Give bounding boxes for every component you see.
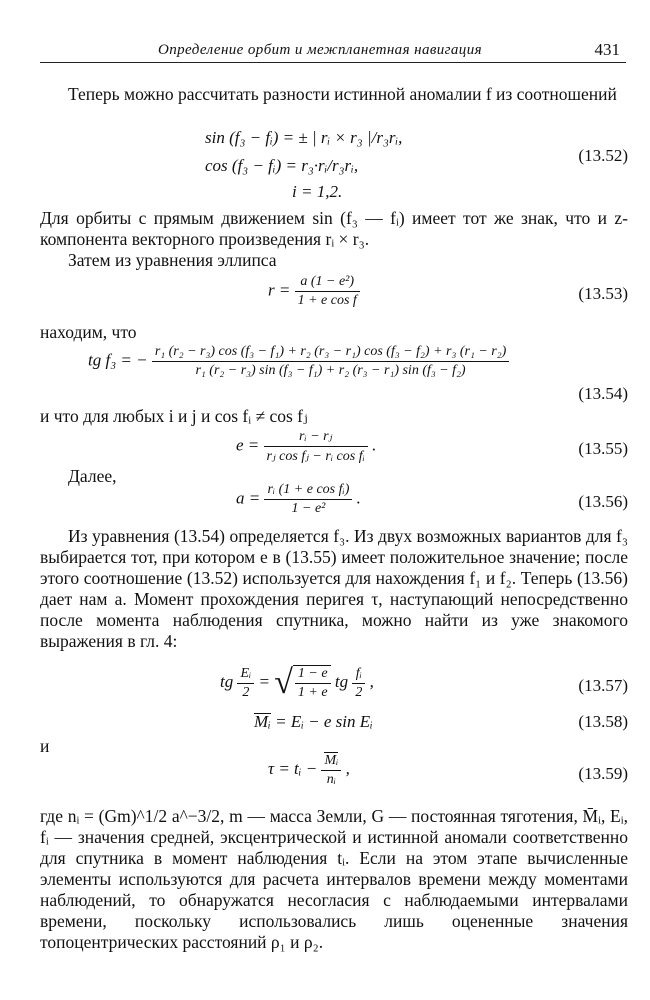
eq57-tg-left: tg <box>220 671 234 691</box>
equation-number-13-58: (13.58) <box>578 712 628 731</box>
equation-number-13-52: (13.52) <box>578 146 628 165</box>
page-number: 431 <box>594 40 620 59</box>
eq55-fraction <box>264 428 368 465</box>
eq55-numerator: rᵢ − rⱼ <box>264 428 368 447</box>
eq57-equals: = <box>258 671 270 691</box>
eq57-sqrt <box>274 664 330 702</box>
eq57-num-root: 1 − e <box>295 666 331 684</box>
paragraph-direct-motion: Для орбиты с прямым движением sin (f₃ — fᵢ) имеет тот же знак, что и z-компонента векторного произведения rᵢ × r₃. <box>40 208 628 249</box>
eq57-num-left: Eᵢ <box>237 666 254 684</box>
paragraph-find: находим, что <box>40 322 137 342</box>
eq56-denominator: 1 − e² <box>291 501 326 516</box>
eq56-tail: . <box>356 488 361 508</box>
eq58-rest: = Eᵢ − e sin Eᵢ <box>275 712 373 731</box>
eq59-mean-anomaly: Mᵢ <box>324 753 339 768</box>
eq53-lhs: r = <box>268 280 291 300</box>
eq59-tail: , <box>345 758 350 778</box>
equation-number-13-55: (13.55) <box>578 439 628 458</box>
equation-13-55 <box>236 428 376 465</box>
equation-13-56 <box>236 482 361 517</box>
equation-13-52-line3: i = 1,2. <box>292 182 343 201</box>
paragraph-intro: Теперь можно рассчитать разности истинной аномалии f из соотношений <box>68 84 617 104</box>
eq59-denominator: nᵢ <box>326 772 336 787</box>
eq57-den-left: 2 <box>242 684 250 700</box>
sqrt-sign-icon: √ <box>274 664 293 701</box>
equation-13-57 <box>220 664 374 702</box>
eq56-numerator: rᵢ (1 + e cos fᵢ) <box>264 482 352 500</box>
paragraph-and: и <box>40 736 50 756</box>
eq57-den-right: 2 <box>355 684 363 700</box>
equation-number-13-54: (13.54) <box>578 384 628 403</box>
eq53-denominator: 1 + e cos f <box>297 293 357 308</box>
eq56-lhs: a = <box>236 488 261 508</box>
paragraph-further: Далее, <box>68 466 117 486</box>
eq53-fraction <box>295 274 360 309</box>
equation-13-52-line1: sin (f₃ − fᵢ) = ± | rᵢ × r₃ |/r₃rᵢ, <box>205 128 403 147</box>
equation-number-13-57: (13.57) <box>578 676 628 695</box>
eq59-numerator <box>321 752 341 771</box>
eq54-fraction <box>152 344 509 379</box>
eq58-mean-anomaly: Mᵢ <box>254 712 271 731</box>
equation-13-53 <box>268 274 360 309</box>
equation-13-54 <box>88 344 509 379</box>
eq53-numerator: a (1 − e²) <box>295 274 360 292</box>
eq54-denominator: r₁ (r₂ − r₃) sin (f₃ − f₁) + r₂ (r₃ − r₁) sin (f₃ − f₂) <box>195 363 466 378</box>
equation-13-52-line2: cos (f₃ − fᵢ) = r₃·rᵢ/r₃rᵢ, <box>205 156 359 175</box>
eq57-num-right: fᵢ <box>352 666 365 684</box>
running-title: Определение орбит и межпланетная навигация <box>158 42 482 58</box>
eq55-tail: . <box>372 435 377 455</box>
eq57-fraction-right <box>352 666 365 701</box>
paragraph-procedure: Из уравнения (13.54) определяется f₃. Из двух возможных вариантов для f₃ выбирается тот, при котором e в (13.55) имеет положительное значение; после этого соотношение (13.52) используется для нахождения f₁ и f₂. Теперь (13.56) дает нам a. Момент прохождения перигея τ, наступающий непосредственно после момента наблюдения спутника, можно найти из уже знакомого выражения в гл. 4: <box>40 526 628 651</box>
equation-13-58 <box>254 712 373 732</box>
eq54-lhs: tg f₃ = − <box>88 350 148 370</box>
paragraph-ellipse: Затем из уравнения эллипса <box>68 250 277 270</box>
equation-number-13-53: (13.53) <box>578 284 628 303</box>
eq55-lhs: e = <box>236 435 260 455</box>
eq57-tail: , <box>369 671 374 691</box>
eq55-denominator: rⱼ cos fⱼ − rᵢ cos fᵢ <box>266 449 365 464</box>
eq57-fraction-left <box>237 666 254 701</box>
equation-13-59 <box>268 752 350 788</box>
page-header <box>40 36 626 63</box>
equation-number-13-56: (13.56) <box>578 492 628 511</box>
equation-number-13-59: (13.59) <box>578 764 628 783</box>
eq57-tg-right: tg <box>334 671 349 691</box>
eq54-numerator: r₁ (r₂ − r₃) cos (f₃ − f₁) + r₂ (r₃ − r₁) cos (f₃ − f₂) + r₃ (r₁ − r₂) <box>152 344 509 362</box>
eq57-den-root: 1 + e <box>297 685 328 700</box>
eq59-fraction <box>321 752 341 788</box>
paragraph-where: где nᵢ = (Gm)^1/2 a^−3/2, m — масса Земли, G — постоянная тяготения, M̄ᵢ, Eᵢ, fᵢ — значения средней, эксцентрической и истинной аномали соответственно для спутника в момент наблюдения tᵢ. Если на этом этапе вычисленные элементы используются для расчета интервалов времени между моментами наблюдений, то обнаружатся несогласия с наблюдаемыми интервалами времени, поскольку использовались лишь оцененные значения топоцентрических расстояний ρ₁ и ρ₂. <box>40 806 628 952</box>
eq57-fraction-root <box>295 666 331 701</box>
eq56-fraction <box>264 482 352 517</box>
paragraph-any-ij: и что для любых i и j и cos fᵢ ≠ cos fⱼ <box>40 406 308 426</box>
eq59-lhs: τ = tᵢ − <box>268 758 318 778</box>
